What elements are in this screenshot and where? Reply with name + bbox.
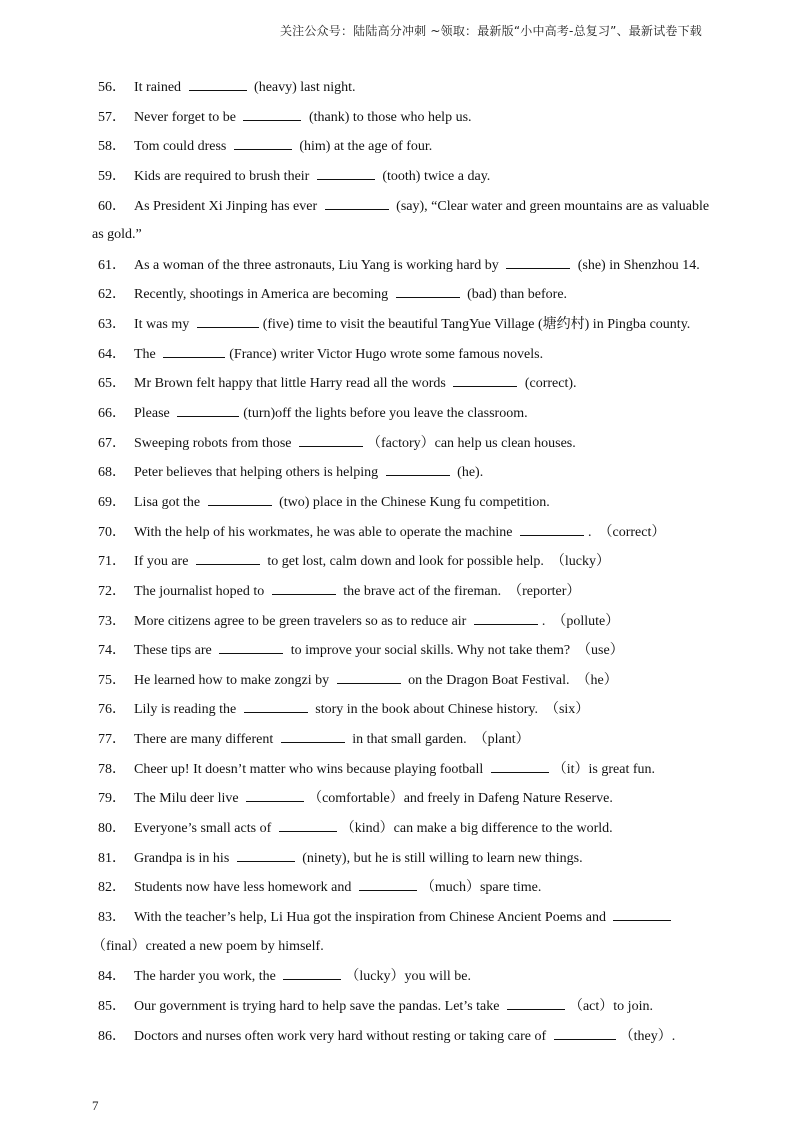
question-item bbox=[92, 995, 712, 1025]
question-text: （act）to join. bbox=[568, 998, 653, 1014]
question-text: Recently, shootings in America are becoming bbox=[134, 287, 392, 303]
answer-blank[interactable] bbox=[196, 550, 260, 565]
question-text: （much）spare time. bbox=[420, 880, 542, 896]
question-text: (correct). bbox=[521, 376, 577, 392]
question-text: Our government is trying hard to help save the pandas. Let’s take bbox=[134, 998, 503, 1014]
question-text: There are many different bbox=[134, 732, 277, 748]
question-continuation: （final）created a new poem by himself. bbox=[92, 938, 324, 954]
question-number: 65． bbox=[98, 376, 126, 392]
question-item bbox=[92, 106, 712, 136]
question-number: 86． bbox=[98, 1028, 126, 1044]
question-number: 77． bbox=[98, 732, 126, 748]
answer-blank[interactable] bbox=[281, 728, 345, 743]
question-continuation: as gold.” bbox=[92, 227, 142, 243]
answer-blank[interactable] bbox=[197, 313, 259, 328]
question-text: With the teacher’s help, Li Hua got the inspiration from Chinese Ancient Poems and bbox=[134, 909, 610, 925]
question-text: It rained bbox=[134, 80, 185, 95]
question-item bbox=[92, 372, 712, 402]
question-text: (turn)off the lights before you leave the classroom. bbox=[243, 406, 528, 422]
question-item bbox=[92, 1025, 712, 1055]
question-item bbox=[92, 817, 712, 847]
question-text: story in the book about Chinese history. （six） bbox=[311, 702, 590, 718]
question-number: 71． bbox=[98, 554, 126, 570]
answer-blank[interactable] bbox=[163, 343, 225, 358]
question-item bbox=[92, 639, 712, 669]
question-number: 85． bbox=[98, 998, 126, 1014]
question-item bbox=[92, 432, 712, 462]
question-number: 75． bbox=[98, 672, 126, 688]
question-text: （it）is great fun. bbox=[552, 761, 656, 777]
page-number: 7 bbox=[92, 1098, 99, 1113]
question-number: 59． bbox=[98, 168, 126, 184]
question-text: It was my bbox=[134, 317, 193, 333]
question-text: （they）. bbox=[619, 1028, 676, 1044]
question-text: in that small garden. （plant） bbox=[348, 732, 530, 748]
question-text: The bbox=[134, 346, 160, 362]
question-text: If you are bbox=[134, 554, 192, 570]
question-text: on the Dragon Boat Festival. （he） bbox=[404, 672, 618, 688]
answer-blank[interactable] bbox=[283, 965, 341, 980]
question-number: 82． bbox=[98, 880, 126, 896]
answer-blank[interactable] bbox=[177, 402, 239, 417]
question-text: The harder you work, the bbox=[134, 969, 280, 985]
question-text: (tooth) twice a day. bbox=[378, 168, 491, 184]
answer-blank[interactable] bbox=[453, 372, 517, 387]
question-number: 81． bbox=[98, 850, 126, 866]
question-text: The journalist hoped to bbox=[134, 583, 268, 599]
question-text: Never forget to be bbox=[134, 109, 240, 125]
question-item bbox=[92, 343, 712, 373]
question-item bbox=[92, 461, 712, 491]
question-item bbox=[92, 906, 712, 936]
question-text: Sweeping robots from those bbox=[134, 435, 295, 451]
question-text: Cheer up! It doesn’t matter who wins because playing football bbox=[134, 761, 487, 777]
page-header: 关注公众号：陆陆高分冲刺 ~领取：最新版“小中高考-总复习”、最新试卷下载 bbox=[279, 24, 702, 38]
question-item bbox=[92, 313, 712, 343]
question-number: 60． bbox=[98, 198, 126, 214]
answer-blank[interactable] bbox=[396, 283, 460, 298]
question-item bbox=[92, 550, 712, 580]
question-number: 66． bbox=[98, 406, 126, 422]
question-text: Peter believes that helping others is helping bbox=[134, 465, 382, 481]
question-number: 84． bbox=[98, 969, 126, 985]
question-text: Everyone’s small acts of bbox=[134, 821, 275, 837]
question-number: 62． bbox=[98, 287, 126, 303]
question-item bbox=[92, 580, 712, 610]
question-text: (she) in Shenzhou 14. bbox=[574, 257, 700, 273]
question-text: （comfortable）and freely in Dafeng Nature Reserve. bbox=[308, 791, 613, 807]
answer-blank[interactable] bbox=[506, 254, 570, 269]
question-number: 72． bbox=[98, 583, 126, 599]
question-text: （lucky）you will be. bbox=[345, 969, 472, 985]
question-text: . （pollute） bbox=[541, 613, 620, 629]
question-text: Kids are required to brush their bbox=[134, 168, 313, 184]
answer-blank[interactable] bbox=[219, 639, 283, 654]
question-item bbox=[92, 135, 712, 165]
question-text: . （correct） bbox=[587, 524, 666, 540]
question-text: (ninety), but he is still willing to learn new things. bbox=[298, 850, 583, 866]
question-number: 58． bbox=[98, 139, 126, 155]
answer-blank[interactable] bbox=[237, 847, 295, 862]
question-number: 61． bbox=[98, 257, 126, 273]
question-number: 79． bbox=[98, 791, 126, 807]
question-item bbox=[92, 669, 712, 699]
question-item bbox=[92, 965, 712, 995]
question-item bbox=[92, 521, 712, 551]
answer-blank[interactable] bbox=[246, 787, 304, 802]
question-item bbox=[92, 254, 712, 284]
question-item bbox=[92, 758, 712, 788]
question-text: Students now have less homework and bbox=[134, 880, 355, 896]
question-number: 57． bbox=[98, 109, 126, 125]
question-text: Mr Brown felt happy that little Harry read all the words bbox=[134, 376, 450, 392]
answer-blank[interactable] bbox=[386, 461, 450, 476]
question-text: The Milu deer live bbox=[134, 791, 243, 807]
answer-blank[interactable] bbox=[234, 135, 292, 150]
question-item bbox=[92, 728, 712, 758]
question-text: With the help of his workmates, he was able to operate the machine bbox=[134, 524, 516, 540]
answer-blank[interactable] bbox=[325, 195, 389, 210]
question-number: 63． bbox=[98, 317, 126, 333]
question-item bbox=[92, 195, 712, 225]
question-number: 76． bbox=[98, 702, 126, 718]
question-number: 80． bbox=[98, 821, 126, 837]
question-item bbox=[92, 402, 712, 432]
question-number: 64． bbox=[98, 346, 126, 362]
answer-blank[interactable] bbox=[317, 165, 375, 180]
question-item bbox=[92, 698, 712, 728]
question-text: Tom could dress bbox=[134, 139, 230, 155]
answer-blank[interactable] bbox=[244, 698, 308, 713]
question-number: 56． bbox=[98, 80, 126, 95]
answer-blank[interactable] bbox=[243, 106, 301, 121]
question-text: (two) place in the Chinese Kung fu competition. bbox=[275, 494, 550, 510]
question-item bbox=[92, 491, 712, 521]
question-text: (five) time to visit the beautiful TangYue Village (塘约村) in Pingba county. bbox=[262, 317, 691, 333]
question-item bbox=[92, 876, 712, 906]
question-number: 83． bbox=[98, 909, 126, 925]
answer-blank[interactable] bbox=[189, 76, 247, 91]
question-number: 69． bbox=[98, 494, 126, 510]
question-number: 68． bbox=[98, 465, 126, 481]
question-item bbox=[92, 165, 712, 195]
question-text: (heavy) last night. bbox=[250, 80, 356, 95]
question-item bbox=[92, 76, 712, 106]
answer-blank[interactable] bbox=[299, 432, 363, 447]
question-number: 67． bbox=[98, 435, 126, 451]
question-text: (France) writer Victor Hugo wrote some famous novels. bbox=[229, 346, 544, 362]
question-number: 73． bbox=[98, 613, 126, 629]
answer-blank[interactable] bbox=[272, 580, 336, 595]
question-text: More citizens agree to be green travelers so as to reduce air bbox=[134, 613, 470, 629]
answer-blank[interactable] bbox=[507, 995, 565, 1010]
question-number: 70． bbox=[98, 524, 126, 540]
answer-blank[interactable] bbox=[208, 491, 272, 506]
answer-blank[interactable] bbox=[554, 1025, 616, 1040]
answer-blank[interactable] bbox=[359, 876, 417, 891]
question-item bbox=[92, 787, 712, 817]
answer-blank[interactable] bbox=[474, 610, 538, 625]
question-text: （kind）can make a big difference to the world. bbox=[340, 821, 613, 837]
question-list bbox=[92, 76, 712, 1054]
question-number: 74． bbox=[98, 643, 126, 659]
question-text: Please bbox=[134, 406, 174, 422]
answer-blank[interactable] bbox=[279, 817, 337, 832]
answer-blank[interactable] bbox=[491, 758, 549, 773]
question-item bbox=[92, 610, 712, 640]
question-text: These tips are bbox=[134, 643, 216, 659]
question-text: As President Xi Jinping has ever bbox=[134, 198, 321, 214]
question-text: (him) at the age of four. bbox=[295, 139, 433, 155]
question-text: the brave act of the fireman. （reporter） bbox=[339, 583, 581, 599]
question-text: (he). bbox=[453, 465, 484, 481]
question-text: (thank) to those who help us. bbox=[305, 109, 472, 125]
question-item bbox=[92, 283, 712, 313]
answer-blank[interactable] bbox=[613, 906, 671, 921]
question-text: (bad) than before. bbox=[463, 287, 568, 303]
question-text: Lisa got the bbox=[134, 494, 204, 510]
question-text: Grandpa is in his bbox=[134, 850, 233, 866]
question-text: Lily is reading the bbox=[134, 702, 240, 718]
question-text: to improve your social skills. Why not take them? （use） bbox=[287, 643, 624, 659]
question-text: He learned how to make zongzi by bbox=[134, 672, 333, 688]
question-item bbox=[92, 847, 712, 877]
question-number: 78． bbox=[98, 761, 126, 777]
question-text: As a woman of the three astronauts, Liu Yang is working hard by bbox=[134, 257, 503, 273]
question-text: （factory）can help us clean houses. bbox=[366, 435, 576, 451]
question-text: Doctors and nurses often work very hard without resting or taking care of bbox=[134, 1028, 550, 1044]
question-text: to get lost, calm down and look for possible help. （lucky） bbox=[263, 554, 610, 570]
question-text: (say), “Clear water and green mountains are as valuable bbox=[392, 198, 710, 214]
answer-blank[interactable] bbox=[520, 521, 584, 536]
answer-blank[interactable] bbox=[337, 669, 401, 684]
